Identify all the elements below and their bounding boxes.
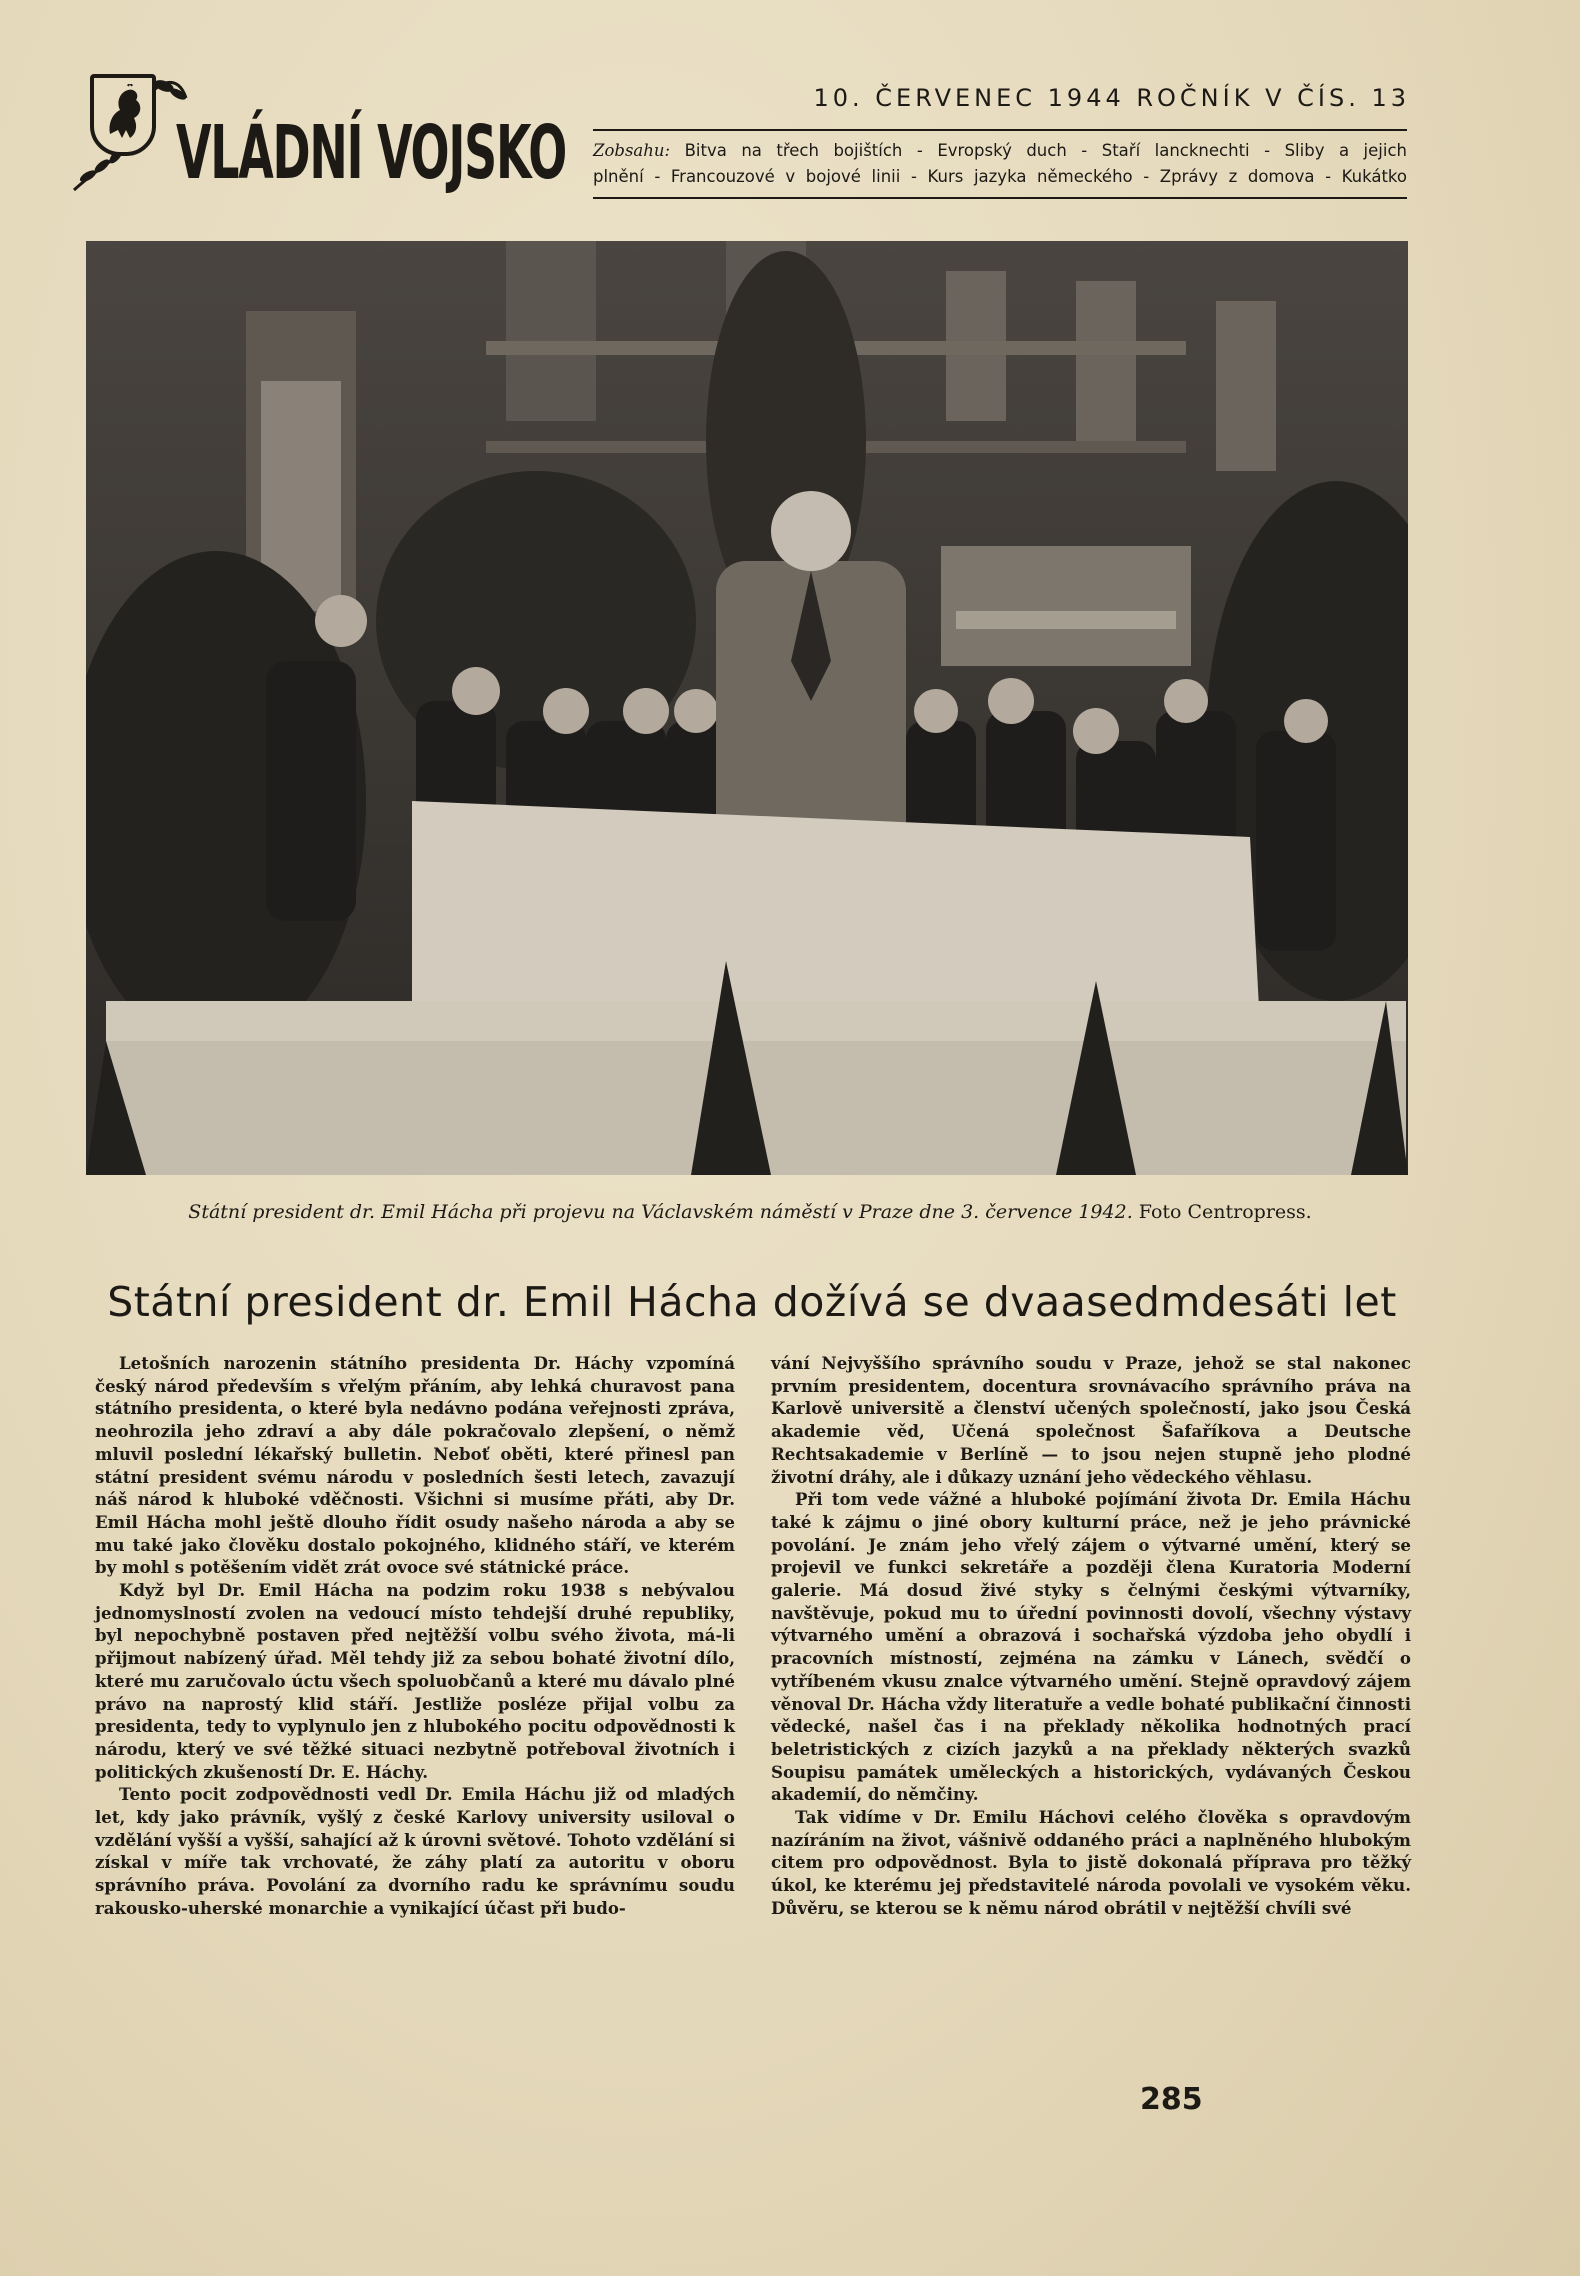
contents-summary <box>593 138 1407 190</box>
masthead <box>68 68 566 198</box>
paragraph: Letošních narozenin státního presidenta Dr. Háchy vzpomíná český národ především s vřelým přáním, aby lehká churavost pana státního presidenta, o které byla nedávno podána veřejnosti zpráva, neohrozila jeho zdraví a aby dále pokračovalo zlepšení, o němž mluvil poslední lékařský bulletin. Neboť oběti, které přinesl pan státní president svému národu v posledních šesti letech, zavazují náš národ k hluboké vděčnosti. Všichni si musíme přáti, aby Dr. Emil Hácha mohl ještě dlouho řídit osudy našeho národa a aby se mu také jako člověku dostalo pokojného, klidného stáří, ve kterém by mohl s potěšením vidět zrát ovoce své státnické práce. <box>95 1353 735 1578</box>
contents-line-1: Bitva na třech bojištích - Evropský duch - Staří lancknechti - Sliby a jejich <box>684 141 1407 160</box>
paragraph: Když byl Dr. Emil Hácha na podzim roku 1938 s nebývalou jednomyslností zvolen na vedoucí místo tehdejší druhé republiky, byl nepochybně postaven před nejtěžší volbu svého života, má-li přijmout nabízený úřad. Měl tehdy již za sebou bohaté životní dílo, které mu zaručovalo úctu všech spoluobčanů a které mu dávalo plné právo na naprostý klid stáří. Jestliže posléze přijal volbu za presidenta, tedy to vyplynulo jen z hlubokého pocitu odpovědnosti k národu, který ve své těžké situaci nezbytně potřeboval životních i politických zkušeností Dr. E. Háchy. <box>95 1580 735 1782</box>
header-rule-top <box>593 129 1407 131</box>
caption-text: Státní president dr. Emil Hácha při projevu na Václavském náměstí v Praze dne 3. července 1942. <box>188 1201 1133 1223</box>
page-number: 285 <box>1140 2082 1203 2117</box>
main-photo <box>86 241 1408 1175</box>
paragraph: vání Nejvyššího správního soudu v Praze, jehož se stal nakonec prvním presidentem, docentura srovnávacího správního práva na Karlově universitě a členství učených společností, jako jsou Česká akademie věd, Učená společnost Šafaříkova a Deutsche Rechtsakademie v Berlíně — to jsou nejen stupně jeho plodné životní dráhy, ale i důkazy uznání jeho vědeckého věhlasu. <box>771 1353 1411 1487</box>
header-rule-bottom <box>593 197 1407 199</box>
article-headline: Státní president dr. Emil Hácha dožívá se dvaasedmdesáti let <box>107 1278 1397 1326</box>
article-column-right <box>771 1352 1411 1920</box>
contents-line-2: plnění - Francouzové v bojové linii - Kurs jazyka německého - Zprávy z domova - Kukátko <box>593 167 1407 186</box>
photo-caption <box>100 1201 1400 1223</box>
lion-shield-icon <box>90 74 156 156</box>
masthead-logo-text: VLÁDNÍ VOJSKO <box>176 110 566 196</box>
paragraph: Při tom vede vážné a hluboké pojímání života Dr. Emila Háchu také k zájmu o jiné obory kulturní práce, než je jeho právnické povolání. Je znám jeho vřelý zájem o výtvarné umění, který se projevil ve funkci sekretáře a později člena Kuratoria Moderní galerie. Má dosud živé styky s čelnými českými výtvarníky, navštěvuje, pokud mu to úřední povinnosti dovolí, všechny výstavy výtvarného umění a obrazová i sochařská výzdoba jeho obydlí i pracovních místností, zejména na zámku v Lánech, svědčí o vytříbeném vkusu znalce výtvarného umění. Stejně opravdový zájem věnoval Dr. Hácha vždy literatuře a vedle bohaté publikační činnosti vědecké, našel čas i na překlady několika hodnotných prací beletristických z cizích jazyků a na překlady některých svazků Soupisu památek uměleckých a historických, vydávaných Českou akademií, do němčiny. <box>771 1489 1411 1805</box>
article-column-left <box>95 1352 735 1920</box>
paragraph: Tak vidíme v Dr. Emilu Háchovi celého člověka s opravdovým nazíráním na život, vášnivě oddaného práci a naplněného hlubokým citem pro odpovědnost. Byla to jistě dokonalá příprava pro těžký úkol, ke kterému jej představitelé národa povolali ve vysokém věku. Důvěru, se kterou se k němu národ obrátil v nejtěžší chvíli své <box>771 1807 1411 1918</box>
issue-date-line: 10. ČERVENEC 1944 ROČNÍK V ČÍS. 13 <box>813 84 1410 112</box>
contents-lead: Zobsahu: <box>593 141 671 160</box>
photo-credit: Foto Centropress. <box>1138 1201 1312 1223</box>
paragraph: Tento pocit zodpovědnosti vedl Dr. Emila Háchu již od mladých let, kdy jako právník, vyšlý z české Karlovy university usiloval o vzdělání vyšší a vyšší, sahající až k úrovni světové. Tohoto vzdělání si získal v míře tak vrchovaté, že záhy platí za autoritu v oboru správního práva. Povolání za dvorního radu ke správnímu soudu rakousko-uherské monarchie a vynikající účast při budo- <box>95 1784 735 1918</box>
